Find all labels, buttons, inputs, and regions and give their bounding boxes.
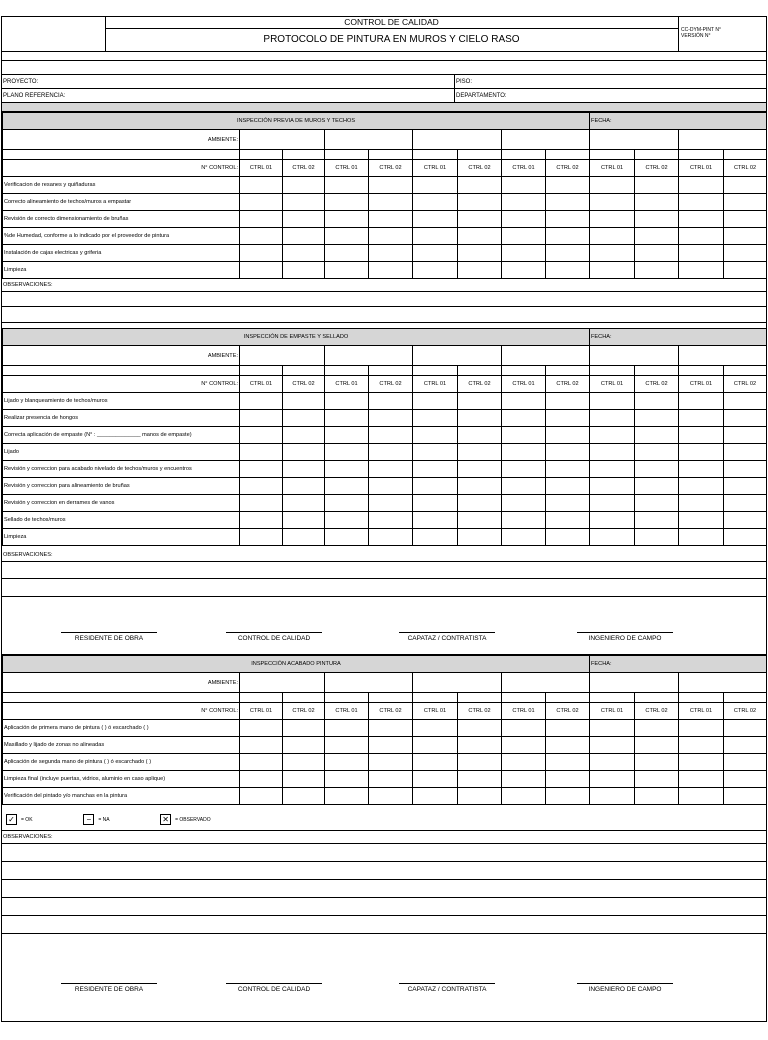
table-row bbox=[3, 478, 767, 495]
ctrl-02-header: CTRL 02 bbox=[635, 703, 679, 720]
table-row bbox=[3, 211, 767, 228]
plano-referencia-field[interactable]: PLANO REFERENCIA: bbox=[3, 93, 66, 99]
ctrl-02-header: CTRL 02 bbox=[724, 376, 767, 393]
section-title: INSPECCIÓN ACABADO PINTURA bbox=[3, 656, 590, 673]
ctrl-01-header: CTRL 01 bbox=[502, 703, 546, 720]
n-control-label: N° CONTROL: bbox=[3, 376, 240, 393]
ctrl-01-header: CTRL 01 bbox=[413, 160, 458, 177]
signature-control-calidad[interactable]: CONTROL DE CALIDAD bbox=[226, 983, 322, 993]
ctrl-02-header: CTRL 02 bbox=[546, 703, 590, 720]
table-row bbox=[3, 262, 767, 279]
code-box bbox=[678, 17, 766, 51]
signature-capataz[interactable]: CAPATAZ / CONTRATISTA bbox=[399, 983, 495, 993]
quality-control-form bbox=[1, 16, 767, 1022]
ambiente-label: AMBIENTE: bbox=[3, 130, 240, 150]
ctrl-01-header: CTRL 01 bbox=[325, 703, 369, 720]
signature-residente[interactable]: RESIDENTE DE OBRA bbox=[61, 632, 157, 642]
form-title: PROTOCOLO DE PINTURA EN MUROS Y CIELO RASO bbox=[263, 34, 520, 45]
ctrl-01-header: CTRL 01 bbox=[325, 376, 369, 393]
item-label: Limpieza final (incluye puertas, vidrios, aluminio en caso aplique) bbox=[3, 771, 240, 788]
legend bbox=[6, 814, 211, 825]
item-label: Verificacion de resanes y quiñaduras bbox=[3, 177, 240, 194]
signature-control-calidad[interactable]: CONTROL DE CALIDAD bbox=[226, 632, 322, 642]
ambiente-cell[interactable] bbox=[679, 130, 767, 150]
ambiente-cell[interactable] bbox=[325, 673, 413, 693]
observaciones-2[interactable] bbox=[2, 549, 766, 597]
ctrl-01-header: CTRL 01 bbox=[502, 160, 546, 177]
form-header bbox=[2, 17, 766, 51]
n-control-label: N° CONTROL: bbox=[3, 160, 240, 177]
item-label: Correcto alineamiento de techos/muros a empastar bbox=[3, 194, 240, 211]
ambiente-cell[interactable] bbox=[240, 673, 325, 693]
fecha-field[interactable]: FECHA: bbox=[590, 113, 767, 130]
ctrl-02-header: CTRL 02 bbox=[283, 160, 325, 177]
table-row bbox=[3, 177, 767, 194]
ambiente-cell[interactable] bbox=[413, 346, 502, 366]
ctrl-02-header: CTRL 02 bbox=[369, 376, 413, 393]
ctrl-02-header: CTRL 02 bbox=[724, 703, 767, 720]
signature-residente[interactable]: RESIDENTE DE OBRA bbox=[61, 983, 157, 993]
observaciones-3[interactable] bbox=[2, 830, 766, 934]
observaciones-label: OBSERVACIONES: bbox=[2, 831, 766, 844]
ctrl-01-header: CTRL 01 bbox=[679, 376, 724, 393]
table-row bbox=[3, 495, 767, 512]
table-row bbox=[3, 512, 767, 529]
ambiente-label: AMBIENTE: bbox=[3, 346, 240, 366]
table-row bbox=[3, 788, 767, 805]
ctrl-01-header: CTRL 01 bbox=[240, 376, 283, 393]
ambiente-cell[interactable] bbox=[413, 673, 502, 693]
legend-observado: = OBSERVADO bbox=[175, 816, 211, 823]
item-label: Limpieza bbox=[3, 529, 240, 546]
ambiente-cell[interactable] bbox=[590, 673, 679, 693]
ctrl-01-header: CTRL 01 bbox=[679, 703, 724, 720]
table-row bbox=[3, 461, 767, 478]
ambiente-cell[interactable] bbox=[502, 673, 590, 693]
proyecto-field[interactable]: PROYECTO: bbox=[3, 79, 39, 85]
version-label: VERSIÓN N° bbox=[681, 33, 711, 39]
item-label: Lijado bbox=[3, 444, 240, 461]
item-label: Limpieza bbox=[3, 262, 240, 279]
ctrl-01-header: CTRL 01 bbox=[590, 376, 635, 393]
ctrl-02-header: CTRL 02 bbox=[458, 703, 502, 720]
ctrl-02-header: CTRL 02 bbox=[724, 160, 767, 177]
company-label: CONTROL DE CALIDAD bbox=[105, 17, 678, 29]
item-label: Revisión y correccion para alineamiento de bruñas bbox=[3, 478, 240, 495]
item-label: %de Humedad, conforme a lo indicado por el proveedor de pintura bbox=[3, 228, 240, 245]
signature-ingeniero[interactable]: INGENIERO DE CAMPO bbox=[577, 983, 673, 993]
item-label: Realizar presencia de hongos bbox=[3, 410, 240, 427]
table-row bbox=[3, 444, 767, 461]
ambiente-cell[interactable] bbox=[502, 346, 590, 366]
check-icon: ✓ bbox=[6, 814, 17, 825]
ambiente-cell[interactable] bbox=[679, 673, 767, 693]
legend-na: = NA bbox=[98, 816, 110, 823]
ambiente-cell[interactable] bbox=[325, 130, 413, 150]
separator-band bbox=[2, 102, 766, 112]
ctrl-02-header: CTRL 02 bbox=[546, 376, 590, 393]
ambiente-cell[interactable] bbox=[590, 346, 679, 366]
logo-area bbox=[2, 17, 106, 51]
item-label: Aplicación de primera mano de pintura ( ) ó escarchado ( ) bbox=[3, 720, 240, 737]
item-label: Revisión y correccion para acabado nivelado de techos/muros y encuentros bbox=[3, 461, 240, 478]
table-row bbox=[3, 754, 767, 771]
item-label: Sellado de techos/muros bbox=[3, 512, 240, 529]
code-label: CC-DYM-PINT N° bbox=[681, 27, 721, 33]
ctrl-01-header: CTRL 01 bbox=[240, 703, 283, 720]
ambiente-label: AMBIENTE: bbox=[3, 673, 240, 693]
item-label: Verificación del pintado y/o manchas en la pintura bbox=[3, 788, 240, 805]
ctrl-02-header: CTRL 02 bbox=[458, 376, 502, 393]
ctrl-01-header: CTRL 01 bbox=[325, 160, 369, 177]
table-row bbox=[3, 529, 767, 546]
x-icon: ✕ bbox=[160, 814, 171, 825]
section-title: INSPECCIÓN DE EMPASTE Y SELLADO bbox=[3, 329, 590, 346]
table-row bbox=[3, 410, 767, 427]
observaciones-label: OBSERVACIONES: bbox=[2, 279, 766, 292]
item-label: Lijado y blanqueamiento de techos/muros bbox=[3, 393, 240, 410]
ambiente-cell[interactable] bbox=[240, 130, 325, 150]
ambiente-cell[interactable] bbox=[502, 130, 590, 150]
ambiente-cell[interactable] bbox=[679, 346, 767, 366]
ctrl-02-header: CTRL 02 bbox=[369, 703, 413, 720]
ctrl-01-header: CTRL 01 bbox=[502, 376, 546, 393]
table-row bbox=[3, 771, 767, 788]
table-row bbox=[3, 737, 767, 754]
departamento-field[interactable]: DEPARTAMENTO: bbox=[456, 93, 507, 99]
observaciones-label: OBSERVACIONES: bbox=[2, 549, 766, 562]
table-row bbox=[3, 427, 767, 444]
ctrl-01-header: CTRL 01 bbox=[590, 703, 635, 720]
ctrl-02-header: CTRL 02 bbox=[283, 703, 325, 720]
ctrl-01-header: CTRL 01 bbox=[413, 703, 458, 720]
ambiente-cell[interactable] bbox=[413, 130, 502, 150]
signature-ingeniero[interactable]: INGENIERO DE CAMPO bbox=[577, 632, 673, 642]
table-row bbox=[3, 194, 767, 211]
table-row bbox=[3, 393, 767, 410]
observaciones-1[interactable] bbox=[2, 279, 766, 323]
ambiente-cell[interactable] bbox=[240, 346, 325, 366]
section-empaste-sellado bbox=[2, 328, 766, 546]
item-label: Correcta aplicación de empaste (N° : ______________ manos de empaste) bbox=[3, 427, 240, 444]
item-label: Revisión y correccion en derrames de vanos bbox=[3, 495, 240, 512]
signature-capataz[interactable]: CAPATAZ / CONTRATISTA bbox=[399, 632, 495, 642]
table-row bbox=[3, 228, 767, 245]
ctrl-02-header: CTRL 02 bbox=[283, 376, 325, 393]
item-label: Aplicación de segunda mano de pintura ( ) ó escarchado ( ) bbox=[3, 754, 240, 771]
item-label: Masillado y lijado de zonas no alineadas bbox=[3, 737, 240, 754]
ctrl-02-header: CTRL 02 bbox=[635, 376, 679, 393]
ctrl-01-header: CTRL 01 bbox=[679, 160, 724, 177]
ambiente-cell[interactable] bbox=[590, 130, 679, 150]
legend-ok: = OK bbox=[21, 816, 33, 823]
section-title: INSPECCIÓN PREVIA DE MUROS Y TECHOS bbox=[3, 113, 590, 130]
ctrl-02-header: CTRL 02 bbox=[369, 160, 413, 177]
fecha-field[interactable]: FECHA: bbox=[590, 329, 767, 346]
item-label: Instalación de cajas electricas y griferia bbox=[3, 245, 240, 262]
section-inspeccion-previa bbox=[2, 112, 766, 279]
ctrl-02-header: CTRL 02 bbox=[458, 160, 502, 177]
ctrl-02-header: CTRL 02 bbox=[546, 160, 590, 177]
dash-icon: − bbox=[83, 814, 94, 825]
fecha-field[interactable]: FECHA: bbox=[590, 656, 767, 673]
ctrl-01-header: CTRL 01 bbox=[240, 160, 283, 177]
table-row bbox=[3, 720, 767, 737]
section-acabado-pintura bbox=[2, 655, 766, 805]
ambiente-cell[interactable] bbox=[325, 346, 413, 366]
n-control-label: N° CONTROL: bbox=[3, 703, 240, 720]
table-row bbox=[3, 245, 767, 262]
ctrl-02-header: CTRL 02 bbox=[635, 160, 679, 177]
piso-field[interactable]: PISO: bbox=[456, 79, 473, 85]
ctrl-01-header: CTRL 01 bbox=[413, 376, 458, 393]
item-label: Revisión de correcto dimensionamiento de bruñas bbox=[3, 211, 240, 228]
ctrl-01-header: CTRL 01 bbox=[590, 160, 635, 177]
